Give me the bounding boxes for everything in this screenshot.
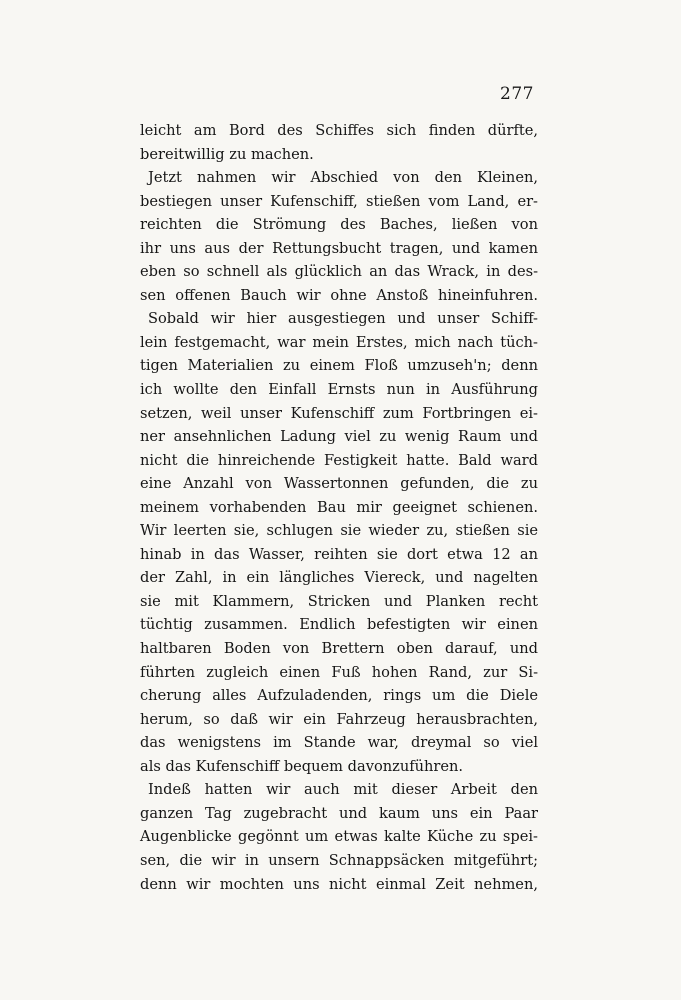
text-line: als das Kufenschiff bequem davonzuführen. [140,757,464,775]
text-line: führten zugleich einen Fuß hohen Rand, zur Si- [140,663,538,681]
text-line: Wir leerten sie, schlugen sie wieder zu, stießen sie [140,522,538,540]
body-text [140,119,538,896]
text-line: sen, die wir in unsern Schnappsäcken mitgeführt; [140,851,538,869]
text-line: reichten die Strömung des Baches, ließen von [140,216,538,234]
text-line: ganzen Tag zugebracht und kaum uns ein Paar [140,804,538,822]
text-line: meinem vorhabenden Bau mir geeignet schienen. [140,498,538,516]
text-line: lein festgemacht, war mein Erstes, mich nach tüch- [140,333,538,351]
text-line: Augenblicke gegönnt um etwas kalte Küche zu spei- [140,828,538,846]
text-line: bereitwillig zu machen. [140,145,314,163]
text-line: der Zahl, in ein längliches Viereck, und nagelten [140,569,538,587]
text-line: haltbaren Boden von Brettern oben darauf, und [140,640,538,658]
text-line: cherung alles Aufzuladenden, rings um die Diele [140,687,538,705]
text-line: tüchtig zusammen. Endlich befestigten wir einen [140,616,538,634]
text-line: setzen, weil unser Kufenschiff zum Fortbringen ei- [140,404,538,422]
text-line: sie mit Klammern, Stricken und Planken recht [140,592,538,610]
text-line: nicht die hinreichende Festigkeit hatte. Bald ward [140,451,538,469]
text-line: tigen Materialien zu einem Floß umzuseh'n; denn [140,357,538,375]
text-line: Jetzt nahmen wir Abschied von den Kleinen, [148,169,538,187]
text-line: eben so schnell als glücklich an das Wrack, in des- [140,263,538,281]
text-line: leicht am Bord des Schiffes sich finden dürfte, [140,122,538,139]
text-line: sen offenen Bauch wir ohne Anstoß hineinfuhren. [140,286,538,304]
text-line: das wenigstens im Stande war, dreymal so viel [140,734,538,752]
text-line: Sobald wir hier ausgestiegen und unser Schiff- [148,310,538,328]
text-line: ner ansehnlichen Ladung viel zu wenig Raum und [140,428,538,446]
text-line: eine Anzahl von Wassertonnen gefunden, die zu [140,475,538,493]
text-line: bestiegen unser Kufenschiff, stießen vom Land, er- [140,192,538,210]
page-number: 277 [500,84,534,104]
text-line: Indeß hatten wir auch mit dieser Arbeit den [148,781,538,799]
text-line: herum, so daß wir ein Fahrzeug herausbrachten, [140,710,538,728]
text-line: hinab in das Wasser, reihten sie dort etwa 12 an [140,545,538,563]
text-line: ihr uns aus der Rettungsbucht tragen, und kamen [140,239,538,257]
text-line: ich wollte den Einfall Ernsts nun in Ausführung [140,381,538,399]
text-line: denn wir mochten uns nicht einmal Zeit nehmen, [140,875,538,893]
